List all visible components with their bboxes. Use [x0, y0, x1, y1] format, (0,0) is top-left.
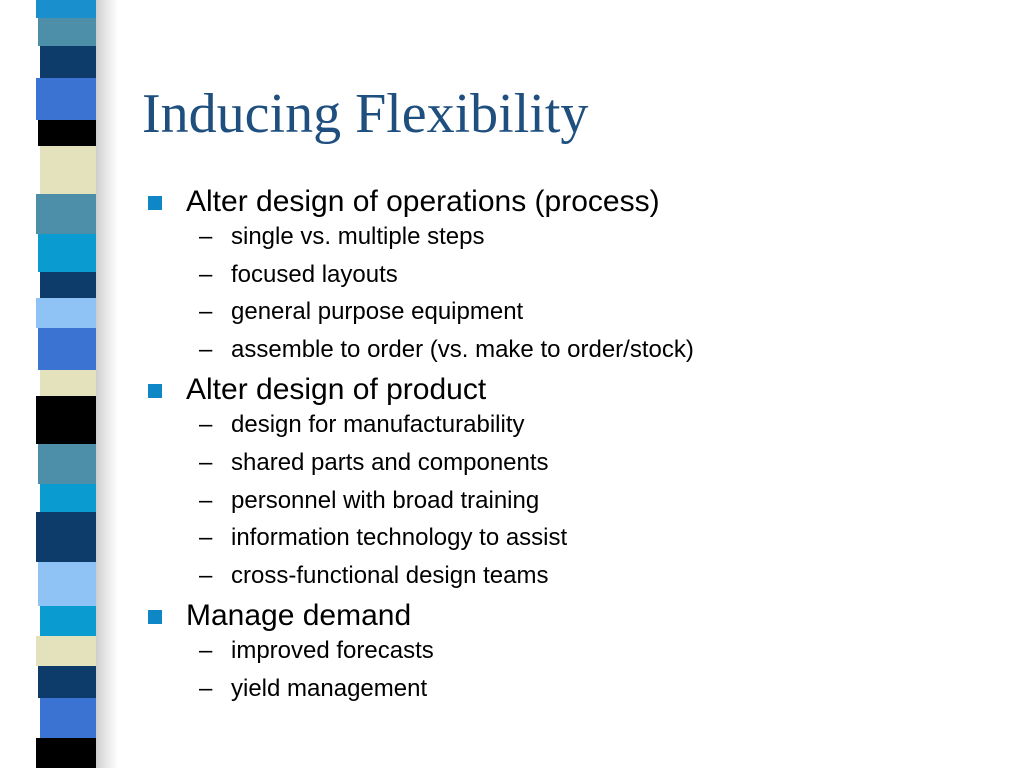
sub-bullet-label: design for manufacturability — [231, 411, 525, 439]
sub-bullet — [148, 523, 998, 561]
bullet-section-3 — [148, 598, 998, 636]
bullet-section-1 — [148, 184, 998, 222]
dash-icon: – — [199, 486, 213, 514]
stripe-block — [40, 146, 96, 194]
sub-bullet-label: improved forecasts — [231, 637, 434, 665]
stripe-block — [36, 738, 96, 768]
stripe-block — [40, 484, 96, 512]
sub-bullet-label: focused layouts — [231, 260, 398, 288]
square-bullet-icon — [148, 610, 162, 624]
sub-bullet — [148, 674, 998, 712]
stripe-block — [38, 120, 96, 146]
bullet-label: Alter design of operations (process) — [186, 185, 660, 218]
dash-icon: – — [199, 448, 213, 476]
stripe-block — [36, 636, 96, 666]
decorative-stripe — [36, 0, 98, 768]
stripe-block — [40, 370, 96, 396]
sub-bullet — [148, 410, 998, 448]
stripe-block — [38, 562, 96, 606]
bullet-label: Manage demand — [186, 599, 412, 633]
sub-bullet-label: yield management — [231, 674, 428, 702]
stripe-block — [40, 606, 96, 636]
stripe-block — [38, 444, 96, 484]
bullet-label: Alter design of product — [186, 373, 487, 407]
sub-bullet — [148, 335, 998, 373]
sub-bullet-label: assemble to order (vs. make to order/stock) — [231, 335, 694, 363]
bullet-section-2 — [148, 372, 998, 410]
sub-bullet — [148, 260, 998, 298]
sub-bullet-label: cross-functional design teams — [231, 561, 549, 589]
stripe-block — [38, 18, 96, 46]
stripe-block — [36, 78, 96, 120]
stripe-block — [40, 698, 96, 738]
dash-icon: – — [199, 524, 213, 552]
stripe-block — [38, 666, 96, 698]
sub-bullet — [148, 486, 998, 524]
dash-icon: – — [199, 561, 213, 589]
sub-bullet — [148, 222, 998, 260]
dash-icon: – — [199, 298, 213, 326]
stripe-block — [36, 298, 96, 328]
stripe-block — [40, 272, 96, 298]
dash-icon: – — [199, 223, 213, 250]
stripe-block — [38, 234, 96, 272]
bullet-list — [148, 184, 998, 712]
sub-bullet-label: single vs. multiple steps — [231, 223, 485, 250]
stripe-block — [40, 46, 96, 78]
stripe-block — [36, 0, 96, 18]
dash-icon: – — [199, 637, 213, 665]
sub-bullet — [148, 297, 998, 335]
sub-bullet-label: shared parts and components — [231, 448, 549, 476]
dash-icon: – — [199, 411, 213, 439]
sub-bullet — [148, 448, 998, 486]
stripe-block — [36, 396, 96, 444]
dash-icon: – — [199, 335, 213, 363]
sub-bullet-label: information technology to assist — [231, 524, 568, 552]
stripe-block — [38, 328, 96, 370]
stripe-block — [36, 512, 96, 562]
sub-bullet-label: general purpose equipment — [231, 298, 524, 326]
sub-bullet — [148, 561, 998, 599]
sub-bullet-label: personnel with broad training — [231, 486, 540, 514]
dash-icon: – — [199, 674, 213, 702]
square-bullet-icon — [148, 384, 162, 398]
dash-icon: – — [199, 260, 213, 288]
slide-title: Inducing Flexibility — [142, 83, 589, 145]
sub-bullet — [148, 636, 998, 674]
stripe-block — [36, 194, 96, 234]
square-bullet-icon — [148, 196, 162, 210]
